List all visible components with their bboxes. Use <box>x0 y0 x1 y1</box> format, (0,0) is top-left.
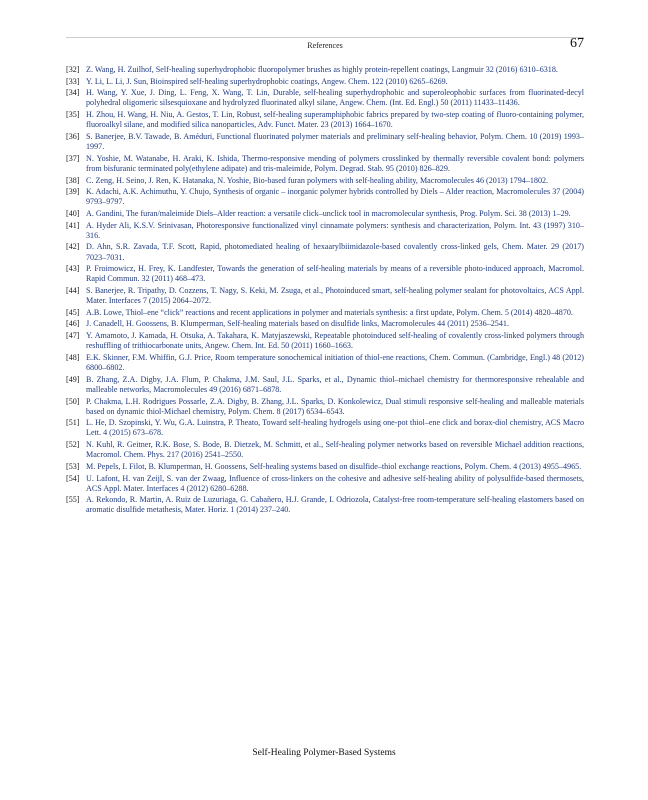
reference-citation-link[interactable]: Y. Amamoto, J. Kamada, H. Otsuka, A. Takahara, K. Matyjaszewski, Repeatable photoinduced self-healing of covalently cross-linked polymers through reshuffling of trithiocarbonate units, Angew. Chem. Int. Ed. 50 (2011) 1660–1663. <box>86 331 584 351</box>
reference-citation-link[interactable]: A. Gandini, The furan/maleimide Diels–Alder reaction: a versatile click–unclick tool in macromolecular synthesis, Prog. Polym. Sci. 38 (2013) 1–29. <box>86 208 571 218</box>
reference-citation-link[interactable]: N. Kuhl, R. Geitner, R.K. Bose, S. Bode, B. Dietzek, M. Schmitt, et al., Self-healing polymer networks based on reversible Michael addition reactions, Macromol. Chem. Phys. 217 (2016) 2541–2550. <box>86 440 584 460</box>
reference-citation-link[interactable]: M. Pepels, I. Filot, B. Klumperman, H. Goossens, Self-healing systems based on disulfide–thiol exchange reactions, Polym. Chem. 4 (2013) 4955–4965. <box>86 461 582 471</box>
reference-item <box>66 474 584 494</box>
reference-item <box>66 132 584 152</box>
reference-item <box>66 286 584 306</box>
reference-number: [50] <box>66 396 80 406</box>
page-number: 67 <box>570 36 584 51</box>
reference-citation-link[interactable]: U. Lafont, H. van Zeijl, S. van der Zwaag, Influence of cross-linkers on the cohesive and adhesive self-healing ability of polysulfide-based thermosets, ACS Appl. Mater. Interfaces 4 (2012) 6280–6288. <box>86 473 584 493</box>
reference-number: [32] <box>66 65 80 74</box>
reference-number: [48] <box>66 352 80 362</box>
reference-citation-link[interactable]: D. Ahn, S.R. Zavada, T.F. Scott, Rapid, photomediated healing of hexaarylbiimidazole-based covalently cross-linked gels, Chem. Mater. 29 (2017) 7023–7031. <box>86 242 584 262</box>
reference-citation-link[interactable]: P. Froimowicz, H. Frey, K. Landfester, Towards the generation of self-healing materials by means of a reversible photo-induced approach, Macromol. Rapid Commun. 32 (2011) 468–473. <box>86 264 584 284</box>
reference-item <box>66 308 584 318</box>
reference-citation-link[interactable]: Y. Li, L. Li, J. Sun, Bioinspired self-healing superhydrophobic coatings, Angew. Chem. 122 (2010) 6265–6269. <box>86 76 448 86</box>
reference-number: [51] <box>66 418 80 428</box>
reference-number: [55] <box>66 495 80 505</box>
reference-number: [45] <box>66 307 80 317</box>
reference-item <box>66 65 584 75</box>
reference-citation-link[interactable]: Z. Wang, H. Zuilhof, Self-healing superhydrophobic fluoropolymer brushes as highly protein-repellent coatings, Langmuir 32 (2016) 6310–6318. <box>86 65 558 74</box>
reference-citation-link[interactable]: A. Hyder Ali, K.S.V. Srinivasan, Photoresponsive functionalized vinyl cinnamate polymers: synthesis and characterization, Polym. Int. 43 (1997) 310–316. <box>86 220 584 240</box>
reference-citation-link[interactable]: N. Yoshie, M. Watanabe, H. Araki, K. Ishida, Thermo-responsive mending of polymers crosslinked by thermally reversible covalent bond: polymers from bisfuranic terminated poly(ethylene adipate) and tris-maleimide, Polym. Degrad. Stab. 95 (2010) 826–829. <box>86 153 584 173</box>
reference-number: [38] <box>66 175 80 185</box>
reference-number: [52] <box>66 440 80 450</box>
reference-citation-link[interactable]: L. He, D. Szopinski, Y. Wu, G.A. Luinstra, P. Theato, Toward self-healing hydrogels using one-pot thiol–ene click and borax-diol chemistry, ACS Macro Lett. 4 (2015) 673–678. <box>86 418 584 438</box>
header-bar <box>66 18 584 38</box>
reference-number: [43] <box>66 264 80 274</box>
reference-number: [49] <box>66 374 80 384</box>
reference-item <box>66 353 584 373</box>
reference-number: [34] <box>66 88 80 98</box>
reference-item <box>66 319 584 329</box>
reference-item <box>66 331 584 351</box>
reference-citation-link[interactable]: J. Canadell, H. Goossens, B. Klumperman, Self-healing materials based on disulfide links, Macromolecules 44 (2011) 2536–2541. <box>86 319 509 329</box>
reference-item <box>66 375 584 395</box>
reference-number: [40] <box>66 208 80 218</box>
reference-number: [46] <box>66 319 80 329</box>
reference-item <box>66 154 584 174</box>
reference-number: [33] <box>66 76 80 86</box>
reference-item <box>66 77 584 87</box>
reference-item <box>66 495 584 515</box>
reference-item <box>66 221 584 241</box>
reference-item <box>66 187 584 207</box>
reference-item <box>66 88 584 108</box>
reference-item <box>66 440 584 460</box>
reference-citation-link[interactable]: S. Banerjee, B.V. Tawade, B. Améduri, Functional fluorinated polymer materials and preliminary self-healing behavior, Polym. Chem. 10 (2019) 1993–1997. <box>86 131 584 152</box>
reference-item <box>66 176 584 186</box>
reference-number: [35] <box>66 110 80 120</box>
reference-citation-link[interactable]: S. Banerjee, R. Tripathy, D. Cozzens, T. Nagy, S. Keki, M. Zsuga, et al., Photoinduced smart, self-healing polymer sealant for photovoltaics, ACS Appl. Mater. Interfaces 7 (2015) 2064–2072. <box>86 286 584 306</box>
reference-citation-link[interactable]: E.K. Skinner, F.M. Whiffin, G.J. Price, Room temperature sonochemical initiation of thiol-ene reactions, Chem. Commun. (Cambridge, Engl.) 48 (2012) 6800–6802. <box>86 352 584 373</box>
reference-citation-link[interactable]: A.B. Lowe, Thiol–ene “click” reactions and recent applications in polymer and materials synthesis: a first update, Polym. Chem. 5 (2014) 4820–4870. <box>86 307 573 317</box>
reference-number: [36] <box>66 131 80 141</box>
running-title: References <box>307 41 343 50</box>
reference-number: [39] <box>66 187 80 197</box>
reference-item <box>66 264 584 284</box>
reference-citation-link[interactable]: C. Zeng, H. Seino, J. Ren, K. Hatanaka, N. Yoshie, Bio-based furan polymers with self-healing ability, Macromolecules 46 (2013) 1794–1802. <box>86 175 549 185</box>
reference-citation-link[interactable]: K. Adachi, A.K. Achimuthu, Y. Chujo, Synthesis of organic – inorganic polymer hybrids controlled by Diels – Alder reaction, Macromolecules 37 (2004) 9793–9797. <box>86 187 584 207</box>
reference-number: [37] <box>66 153 80 163</box>
reference-item <box>66 418 584 438</box>
reference-number: [42] <box>66 242 80 252</box>
reference-item <box>66 209 584 219</box>
reference-citation-link[interactable]: H. Zhou, H. Wang, H. Niu, A. Gestos, T. Lin, Robust, self-healing superamphiphobic fabrics prepared by two-step coating of fluoro-containing polymer, fluoroalkyl silane, and modified silica nanoparticles, Adv. Funct. Mater. 23 (2013) 1664–1670. <box>86 110 584 130</box>
book-title-footer: Self-Healing Polymer-Based Systems <box>252 748 396 758</box>
reference-item <box>66 462 584 472</box>
reference-number: [47] <box>66 331 80 341</box>
reference-list <box>66 65 584 517</box>
reference-item <box>66 397 584 417</box>
reference-number: [54] <box>66 473 80 483</box>
page-header <box>66 38 584 54</box>
reference-number: [53] <box>66 461 80 471</box>
reference-number: [41] <box>66 220 80 230</box>
reference-citation-link[interactable]: A. Rekondo, R. Martin, A. Ruiz de Luzuriaga, G. Cabañero, H.J. Grande, I. Odriozola, Catalyst-free room-temperature self-healing elastomers based on aromatic disulfide metathesis, Mater. Horiz. 1 (2014) 237–240. <box>86 495 584 515</box>
reference-citation-link[interactable]: P. Chakma, L.H. Rodrigues Possarle, Z.A. Digby, B. Zhang, J.L. Sparks, D. Konkolewicz, Dual stimuli responsive self-healing and malleable materials based on dynamic thiol-Michael chemistry, Polym. Chem. 8 (2017) 6534–6543. <box>86 396 584 416</box>
reference-item <box>66 242 584 262</box>
reference-number: [44] <box>66 286 80 295</box>
reference-item <box>66 110 584 130</box>
reference-citation-link[interactable]: H. Wang, Y. Xue, J. Ding, L. Feng, X. Wang, T. Lin, Durable, self-healing superhydrophobic and superoleophobic surfaces from fluorinated-decyl polyhedral oligomeric silsesquioxane and hydrolyzed fluorinated alkyl silane, Angew. Chem. (Int. Ed. Engl.) 50 (2011) 11433–11436. <box>86 88 584 108</box>
reference-citation-link[interactable]: B. Zhang, Z.A. Digby, J.A. Flum, P. Chakma, J.M. Saul, J.L. Sparks, et al., Dynamic thiol–michael chemistry for thermoresponsive rehealable and malleable networks, Macromolecules 49 (2016) 6871–6878. <box>86 374 584 394</box>
